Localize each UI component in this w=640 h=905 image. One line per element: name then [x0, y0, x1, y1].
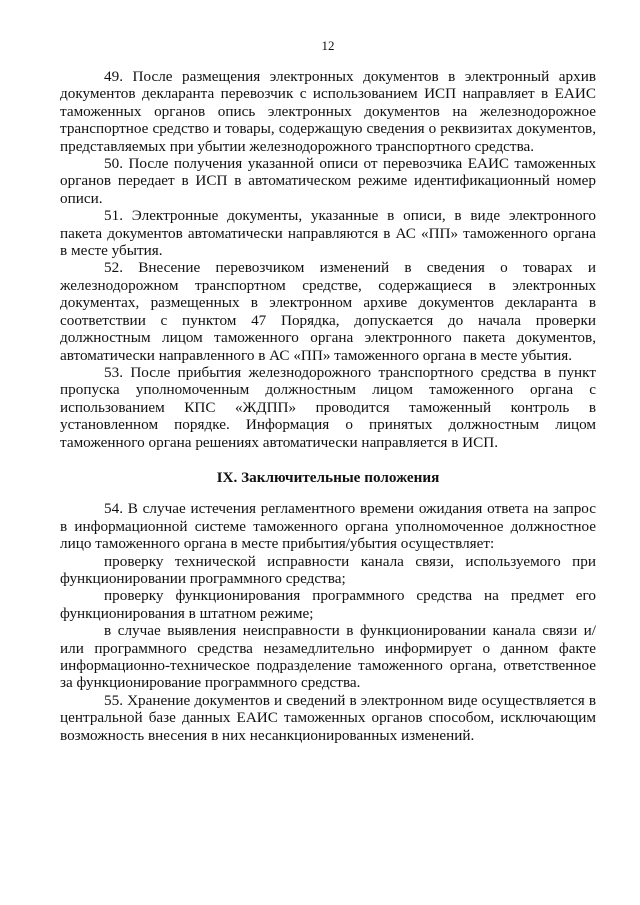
paragraph-53: 53. После прибытия железнодорожного транспортного средства в пункт пропуска уполномоченным должностным лицом таможенного органа с использованием КПС «ЖДПП» проводится таможенный контроль в установленном порядке. Информация о принятых должностным лицом таможенного органа решениях автоматически направляется в ИСП.	[60, 363, 596, 451]
paragraph-54: 54. В случае истечения регламентного времени ожидания ответа на запрос в информационной системе таможенного органа уполномоченное должностное лицо таможенного органа в месте прибытия/убытия осуществляет:	[60, 500, 596, 553]
paragraph-52: 52. Внесение перевозчиком изменений в сведения о товарах и железнодорожном транспортном средстве, содержащиеся в электронных документах, размещенных в электронном архиве документов декларанта в соответствии с пунктом 47 Порядка, допускается до начала проверки должностным лицом таможенного органа электронного пакета документов, автоматически направленного в АС «ПП» таможенного органа в месте убытия.	[60, 259, 596, 364]
document-page	[60, 38, 596, 744]
list-item-check-software: проверку функционирования программного средства на предмет его функционирования в штатном режиме;	[60, 587, 596, 622]
paragraph-49: 49. После размещения электронных документов в электронный архив документов декларанта перевозчик с использованием ИСП направляет в ЕАИС таможенных органов опись электронных документов на железнодорожное транспортное средство и товары, содержащую сведения о реквизитах документов, представляемых при убытии железнодорожного транспортного средства.	[60, 68, 596, 155]
paragraph-50: 50. После получения указанной описи от перевозчика ЕАИС таможенных органов передает в ИСП в автоматическом режиме идентификационный номер описи.	[60, 155, 596, 207]
list-item-check-channel: проверку технической исправности канала связи, используемого при функционировании программного средства;	[60, 552, 596, 587]
page-number: 12	[321, 38, 335, 53]
paragraph-51: 51. Электронные документы, указанные в описи, в виде электронного пакета документов автоматически направляются в АС «ПП» таможенного органа в месте убытия.	[60, 207, 596, 260]
list-item-report-fault: в случае выявления неисправности в функционировании канала связи и/или программного средства незамедлительно информирует о данном факте информационно-техническое подразделение таможенного органа, ответственное за функционирование программного средства.	[60, 622, 596, 692]
section-heading: IX. Заключительные положения	[216, 468, 440, 486]
paragraph-55: 55. Хранение документов и сведений в электронном виде осуществляется в центральной базе данных ЕАИС таможенных органов способом, исключающим возможность внесения в них несанкционированных изменений.	[60, 691, 596, 744]
